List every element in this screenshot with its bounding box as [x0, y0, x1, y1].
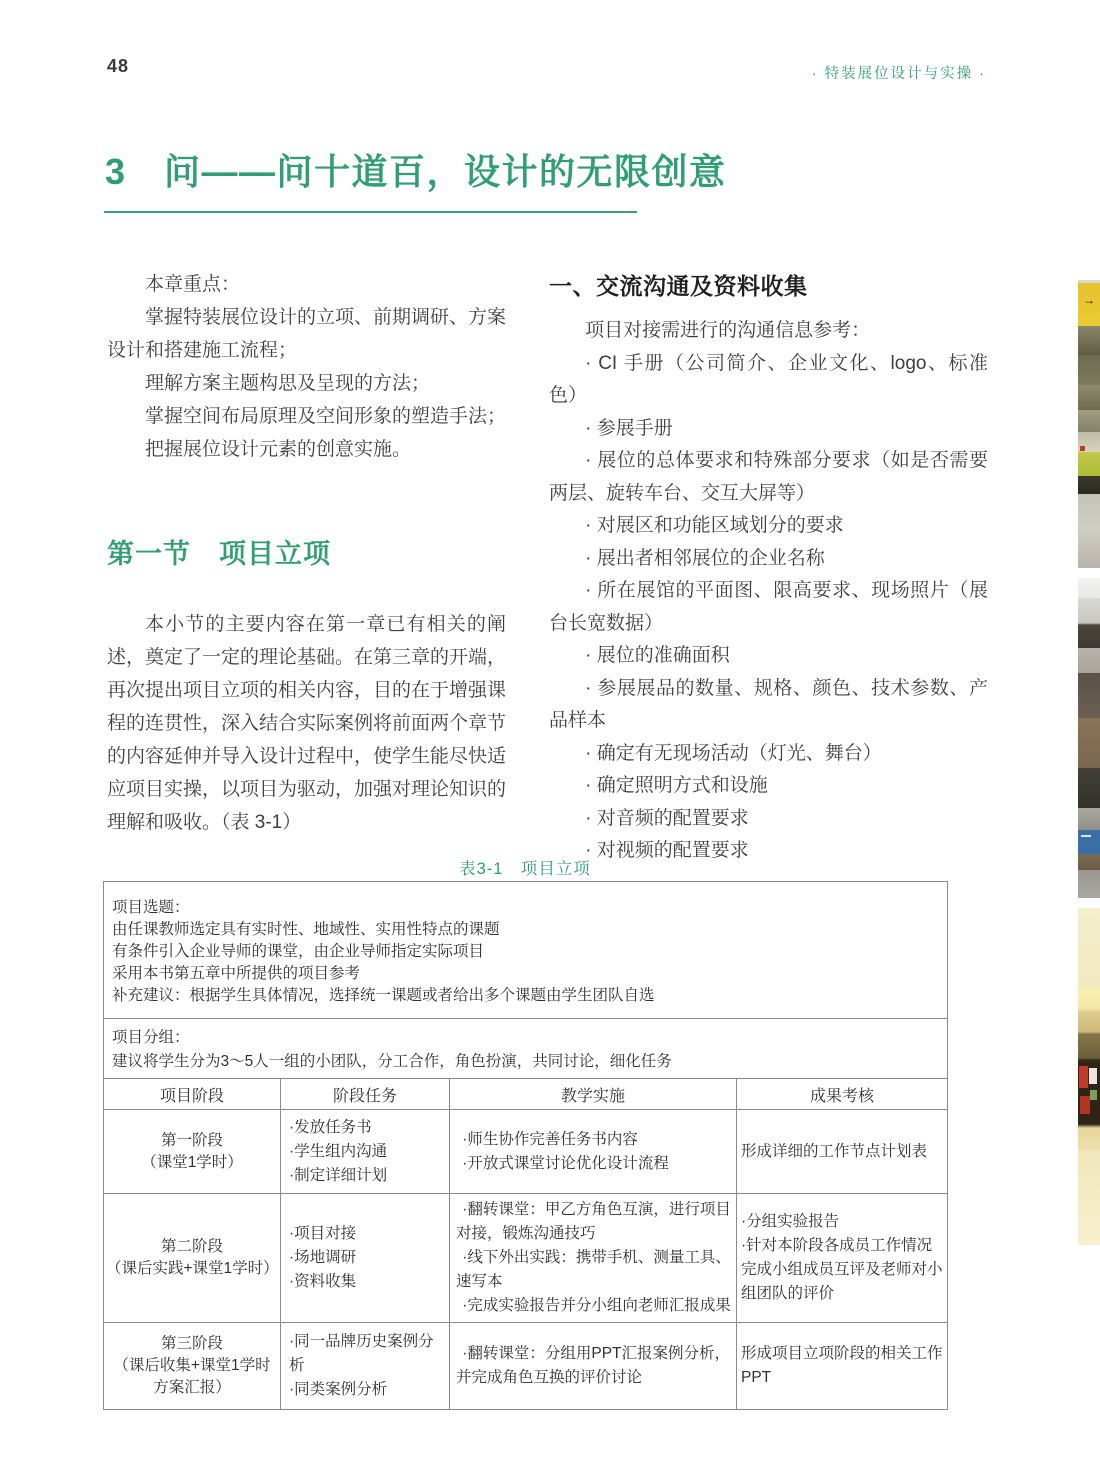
stage-line: 第一阶段 — [160, 1131, 223, 1149]
communication-heading: 一、交流沟通及资料收集 — [549, 273, 808, 299]
teaching-item: ·完成实验报告并分小组向老师汇报成果 — [462, 1297, 731, 1314]
topic-line: 补充建议：根据学生具体情况，选择统一课题或者给出多个课题由学生团队自选 — [112, 986, 655, 1004]
table-row-stage1 — [104, 1110, 948, 1194]
project-setup-table — [103, 881, 948, 1410]
bullet-item: · 展出者相邻展位的企业名称 — [585, 547, 825, 569]
stage-line: （课堂1学时） — [141, 1153, 243, 1171]
section-paragraph: 本小节的主要内容在第一章已有相关的阐述，奠定了一定的理论基础。在第三章的开端，再次提出项目立项的相关内容，目的在于增强课程的连贯性，深入结合实际案例将前面两个章节的内容延伸并导入设计过程中，使学生能尽快适应项目实操，以项目为驱动，加强对理论知识的理解和吸收。（表 3-1） — [107, 614, 507, 833]
tasks-cell — [281, 1323, 450, 1410]
outcome-cell — [737, 1110, 948, 1194]
stage-line: 第三阶段 — [160, 1335, 223, 1352]
stage-cell — [104, 1110, 281, 1194]
grouping-cell — [104, 1019, 948, 1079]
bullet-item: · 参展手册 — [585, 417, 673, 439]
column-header-stage: 项目阶段 — [104, 1079, 281, 1110]
stage-line: （课后实践+课堂1学时） — [106, 1260, 279, 1277]
bullet-item: · 对音频的配置要求 — [585, 807, 749, 829]
grouping-line: 建议将学生分为3～5人一组的小团队，分工合作，角色扮演，共同讨论，细化任务 — [112, 1053, 672, 1070]
keypoint-item: 理解方案主题构思及呈现的方法； — [145, 373, 431, 394]
table-row-stage2 — [104, 1194, 948, 1323]
keypoint-item: 把握展位设计元素的创意实施。 — [145, 439, 412, 460]
outcome-cell — [737, 1323, 948, 1410]
teaching-cell — [450, 1194, 737, 1323]
bullet-item: · 确定照明方式和设施 — [585, 775, 768, 796]
framed-artwork-detail — [1078, 1062, 1100, 1124]
stage-line: 第二阶段 — [160, 1238, 223, 1255]
task-item: ·项目对接 — [289, 1225, 357, 1242]
table-row-grouping — [104, 1019, 948, 1079]
tasks-cell — [281, 1194, 450, 1323]
outcome-item: 形成详细的工作节点计划表 — [741, 1142, 928, 1160]
exhibition-hall-photo — [1078, 280, 1100, 568]
topic-line: 采用本书第五章中所提供的项目参考 — [112, 964, 361, 982]
table-row-stage3 — [104, 1323, 948, 1410]
outcome-item: ·分组实验报告 — [741, 1213, 840, 1230]
task-item: ·学生组内沟通 — [289, 1142, 388, 1160]
retail-interior-photo — [1078, 908, 1100, 1245]
column-header-outcome: 成果考核 — [737, 1079, 948, 1110]
building-exterior-photo — [1078, 578, 1100, 898]
stage-line: （课后收集+课堂1学时方案汇报） — [113, 1357, 271, 1396]
stage-cell — [104, 1323, 281, 1410]
task-item: ·发放任务书 — [289, 1118, 372, 1136]
column-header-teaching: 教学实施 — [450, 1079, 737, 1110]
outcome-cell — [737, 1194, 948, 1323]
teaching-item: ·开放式课堂讨论优化设计流程 — [462, 1154, 669, 1172]
bullet-item: · 对视频的配置要求 — [585, 840, 749, 861]
blue-sign-detail — [1078, 830, 1100, 854]
topic-line: 有条件引入企业导师的课堂，由企业导师指定实际项目 — [112, 942, 485, 960]
keypoint-item: 掌握空间布局原理及空间形象的塑造手法； — [145, 406, 507, 427]
bullet-item: · 确定有无现场活动（灯光、舞台） — [585, 742, 882, 764]
bullet-item: · 所在展馆的平面图、限高要求、现场照片（展台长宽数据） — [549, 580, 988, 634]
running-head: · 特装展位设计与实操 · — [811, 66, 986, 82]
keypoint-item: 掌握特装展位设计的立项、前期调研、方案设计和搭建施工流程； — [107, 307, 507, 361]
column-header-tasks: 阶段任务 — [281, 1079, 450, 1110]
task-item: ·制定详细计划 — [289, 1166, 388, 1184]
bullet-item: · 参展展品的数量、规格、颜色、技术参数、产品样本 — [549, 677, 988, 731]
topic-line: 由任课教师选定具有实时性、地域性、实用性特点的课题 — [112, 920, 500, 938]
outcome-item: ·针对本阶段各成员工作情况完成小组成员互评及老师对小组团队的评价 — [741, 1237, 943, 1302]
table-caption: 表3-1 项目立项 — [459, 860, 591, 878]
arrow-right-icon: → — [1083, 293, 1095, 307]
page-number: 48 — [107, 56, 130, 76]
teaching-item: ·线下外出实践：携带手机、测量工具、速写本 — [456, 1249, 731, 1290]
topic-cell — [104, 882, 948, 1019]
outcome-item: 形成项目立项阶段的相关工作PPT — [741, 1345, 943, 1386]
teaching-item: ·翻转课堂：分组用PPT汇报案例分析，并完成角色互换的评价讨论 — [456, 1345, 730, 1386]
task-item: ·资料收集 — [289, 1273, 357, 1290]
communication-section — [549, 268, 988, 868]
teaching-cell — [450, 1323, 737, 1410]
bullet-item: · CI 手册（公司简介、企业文化、logo、标准色） — [549, 352, 988, 406]
red-dot-detail — [1080, 446, 1085, 451]
tasks-cell — [281, 1110, 450, 1194]
task-item: ·同类案例分析 — [289, 1381, 388, 1398]
table-row-topic — [104, 882, 948, 1019]
bullet-item: · 对展区和功能区域划分的要求 — [585, 515, 844, 536]
communication-lead: 项目对接需进行的沟通信息参考： — [585, 320, 871, 341]
section-paragraph-block — [107, 608, 506, 839]
stage-cell — [104, 1194, 281, 1323]
task-item: ·场地调研 — [289, 1249, 357, 1266]
table-header-row — [104, 1079, 948, 1110]
teaching-item: ·师生协作完善任务书内容 — [462, 1130, 638, 1148]
topic-line: 项目选题： — [112, 898, 190, 916]
teaching-cell — [450, 1110, 737, 1194]
chapter-title: 3 问——问十道百，设计的无限创意 — [105, 151, 727, 192]
section-heading: 第一节 项目立项 — [107, 539, 331, 569]
teaching-item: ·翻转课堂：甲乙方角色互演，进行项目对接，锻炼沟通技巧 — [456, 1201, 731, 1242]
keypoints-label: 本章重点： — [145, 274, 241, 295]
bullet-item: · 展位的总体要求和特殊部分要求（如是否需要两层、旋转车台、交互大屏等） — [549, 450, 988, 504]
chapter-keypoints — [107, 268, 506, 466]
task-item: ·同一品牌历史案例分析 — [289, 1333, 434, 1374]
title-underline — [104, 211, 637, 213]
bullet-item: · 展位的准确面积 — [585, 645, 730, 666]
grouping-line: 项目分组： — [112, 1029, 190, 1046]
